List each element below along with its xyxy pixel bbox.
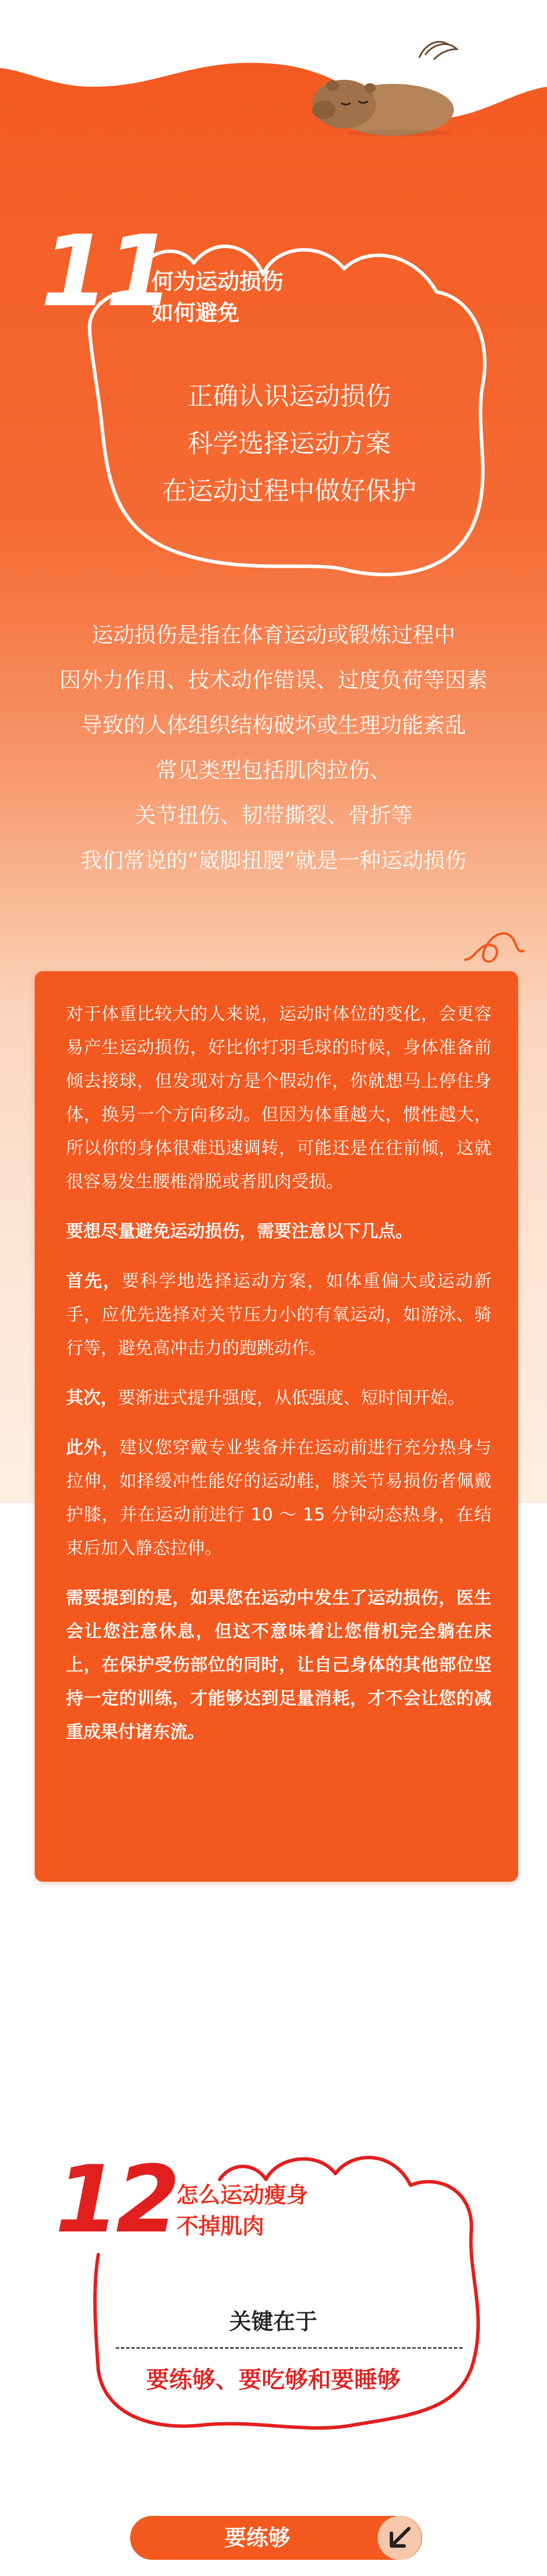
key-value: 要练够、要吃够和要睡够 — [146, 2367, 401, 2393]
card-text: 要渐进式提升强度，从低强度、短时间开始。 — [118, 1388, 465, 1408]
card-lead: 此外， — [66, 1438, 120, 1458]
section-11-point: 正确认识运动损伤 — [187, 382, 391, 411]
section-11-number: 11 — [40, 214, 171, 329]
section-12-title — [176, 2179, 308, 2242]
section-11-points — [93, 373, 486, 515]
practice-enough-label: 要练够 — [224, 2525, 290, 2551]
squiggle-decoration — [463, 919, 526, 971]
intro-line: 我们常说的“崴脚扭腰”就是一种运动损伤 — [80, 848, 467, 873]
bottom-white-wave — [0, 1937, 547, 2052]
card-lead: 其次， — [66, 1388, 118, 1408]
capybara-illustration — [301, 23, 463, 139]
arrow-down-left-icon — [378, 2516, 422, 2560]
injury-definition-text — [23, 613, 524, 883]
intro-line: 常见类型包括肌肉拉伤、 — [156, 758, 391, 783]
card-bold-text: 要想尽量避免运动损伤，需要注意以下几点。 — [66, 1222, 413, 1242]
card-text: 要科学地选择运动方案，如体重偏大或运动新手，应优先选择对关节压力小的有氧运动，如游泳、骑行等，避免高冲击力的跑跳动作。 — [66, 1271, 492, 1359]
card-paragraph — [66, 1582, 491, 1749]
dashed-divider — [116, 2347, 463, 2349]
section-12-title-line2: 不掉肌肉 — [176, 2214, 265, 2239]
intro-line: 导致的人体组织结构破坏或生理功能紊乱 — [81, 713, 466, 738]
card-paragraph — [66, 1431, 491, 1565]
card-bold-text: 需要提到的是，如果您在运动中发生了运动损伤，医生会让您注意休息，但这不意味着让您借机完全躺在床上，在保护受伤部位的同时，让自己身体的其他部位坚持一定的训练，才能够达到足量消耗，才不会让您的减重成果付诸东流。 — [66, 1588, 491, 1742]
card-paragraph — [66, 1265, 491, 1365]
section-11-point: 科学选择运动方案 — [187, 429, 391, 458]
section-12-title-line1: 怎么运动瘦身 — [176, 2182, 309, 2208]
tips-card — [35, 971, 518, 1882]
card-paragraph: 对于体重比较大的人来说，运动时体位的变化，会更容易产生运动损伤，好比你打羽毛球的时候，身体准备前倾去接球，但发现对方是个假动作，你就想马上停住身体，换另一个方向移动。但因为体重越大，惯性越大，所以你的身体很难迅速调转，可能还是在往前倾，这就很容易发生腰椎滑脱或者肌肉受损。 — [66, 1004, 491, 1192]
practice-enough-button[interactable] — [130, 2516, 422, 2560]
card-lead: 首先， — [66, 1271, 122, 1291]
intro-line: 运动损伤是指在体育运动或锻炼过程中 — [91, 623, 456, 647]
section-11-title-line1: 何为运动损伤 — [151, 269, 284, 294]
key-label: 关键在于 — [229, 2309, 317, 2334]
top-white-wave — [0, 0, 547, 121]
intro-line: 关节扭伤、韧带撕裂、骨折等 — [134, 803, 413, 828]
card-paragraph — [66, 1215, 491, 1249]
intro-line: 因外力作用、技术动作错误、过度负荷等因素 — [60, 668, 487, 693]
section-11-point: 在运动过程中做好保护 — [162, 476, 416, 506]
card-text: 建议您穿戴专业装备并在运动前进行充分热身与拉伸，如择缓冲性能好的运动鞋，膝关节易损伤者佩戴护膝，并在运动前进行 10 ～ 15 分钟动态热身，在结束后加入静态拉伸。 — [66, 1438, 492, 1559]
section-11-title-line2: 如何避免 — [151, 300, 240, 325]
tips-card-body — [66, 998, 491, 1766]
card-paragraph — [66, 1382, 491, 1415]
section-12-number: 12 — [55, 2145, 177, 2253]
